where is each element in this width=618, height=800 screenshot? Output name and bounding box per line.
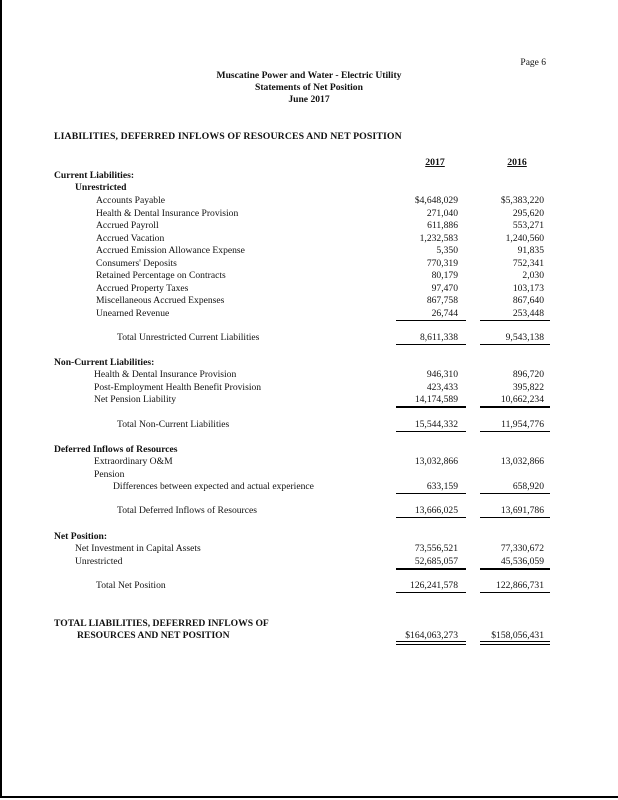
table-row [0, 208, 618, 221]
subtotal-rule [480, 568, 550, 570]
row-label: Post-Employment Health Benefit Provision [94, 381, 262, 393]
row-label: Consumers' Deposits [96, 257, 177, 269]
total-rule [396, 431, 466, 432]
total-rule [480, 344, 550, 345]
value-2016: 896,720 [512, 369, 544, 380]
total-2016: 9,543,138 [505, 332, 544, 343]
subtotal-rule [396, 320, 466, 321]
row-label: Accrued Payroll [96, 220, 159, 231]
column-header-2016: 2016 [507, 157, 527, 168]
total-label: Total Net Position [96, 580, 166, 591]
subtotal-rule [480, 493, 550, 494]
section-heading: LIABILITIES, DEFERRED INFLOWS OF RESOURCES AND NET POSITION [54, 131, 402, 142]
value-2017: 13,032,866 [414, 456, 458, 467]
value-2017: 80,179 [431, 270, 458, 281]
value-2017: 5,350 [436, 245, 458, 256]
value-2017: 271,040 [426, 207, 458, 219]
subtotal-rule [480, 406, 550, 408]
row-label: Accounts Payable [96, 195, 166, 206]
table-row [0, 469, 618, 482]
value-2017: 73,556,521 [414, 543, 458, 554]
row-label: Differences between expected and actual experience [113, 481, 314, 492]
total-2016: 122,866,731 [496, 580, 544, 591]
value-2016: 45,536,059 [500, 555, 544, 567]
value-2016: 658,920 [512, 481, 544, 492]
table-row [0, 543, 618, 556]
value-2016: 1,240,560 [505, 232, 544, 244]
value-2017: 14,174,589 [414, 394, 458, 405]
table-row [0, 556, 618, 569]
value-2017: 1,232,583 [419, 232, 458, 244]
row-label: Extraordinary O&M [94, 456, 173, 467]
row-label: Unrestricted [75, 555, 123, 567]
row-label: Unearned Revenue [96, 307, 170, 319]
row-label: Health & Dental Insurance Provision [94, 369, 237, 380]
row-label: Retained Percentage on Contracts [96, 270, 226, 281]
value-2016: 295,620 [512, 207, 544, 219]
total-2017: 15,544,332 [414, 419, 458, 430]
report-title: Muscatine Power and Water - Electric Utility [216, 70, 402, 81]
total-2017: 8,611,338 [419, 332, 458, 343]
row-label: Pension [94, 468, 125, 480]
value-2016: 2,030 [522, 270, 544, 281]
total-rule [480, 592, 550, 593]
table-row [0, 220, 618, 233]
table-row [0, 195, 618, 208]
total-2016: 11,954,776 [501, 419, 544, 430]
value-2017: 26,744 [431, 307, 458, 319]
grand-total-double-rule [480, 641, 550, 645]
table-row [0, 283, 618, 296]
value-2016: 91,835 [517, 245, 544, 256]
value-2016: 752,341 [512, 257, 544, 269]
total-label: Total Unrestricted Current Liabilities [117, 332, 260, 343]
table-row [0, 245, 618, 258]
current-liabilities-heading: Current Liabilities: [54, 170, 135, 181]
value-2016: 395,822 [512, 381, 544, 393]
value-2017: 633,159 [426, 481, 458, 492]
value-2017: 946,310 [426, 369, 458, 380]
table-row [0, 295, 618, 308]
value-2017: 52,685,057 [414, 555, 458, 567]
total-rule [480, 517, 550, 518]
grand-total-2016: $158,056,431 [491, 630, 544, 641]
table-row [0, 308, 618, 321]
table-row [0, 369, 618, 382]
total-rule [396, 592, 466, 593]
column-header-2017: 2017 [425, 157, 445, 168]
total-2016: 13,691,786 [500, 505, 544, 516]
grand-total-label-line2: RESOURCES AND NET POSITION [77, 630, 230, 641]
unrestricted-subheading: Unrestricted [75, 182, 127, 193]
value-2017: $4,648,029 [414, 195, 458, 206]
report-date: June 2017 [288, 94, 330, 105]
table-row [0, 382, 618, 395]
row-label: Accrued Vacation [96, 232, 165, 244]
row-label: Accrued Property Taxes [96, 282, 189, 294]
grand-total-label-line1: TOTAL LIABILITIES, DEFERRED INFLOWS OF [54, 618, 269, 629]
total-rule [396, 517, 466, 518]
noncurrent-liabilities-heading: Non-Current Liabilities: [54, 357, 155, 368]
page-number: Page 6 [520, 58, 546, 68]
value-2017: 97,470 [431, 282, 458, 294]
value-2016: $5,383,220 [500, 195, 544, 206]
page-bottom-edge [0, 796, 618, 798]
row-label: Net Pension Liability [94, 394, 177, 405]
value-2016: 10,662,234 [500, 394, 544, 405]
subtotal-rule [396, 406, 466, 408]
total-rule [480, 431, 550, 432]
deferred-inflows-heading: Deferred Inflows of Resources [54, 444, 178, 455]
value-2016: 553,271 [512, 220, 544, 231]
total-label: Total Deferred Inflows of Resources [117, 505, 257, 516]
value-2016: 103,173 [512, 282, 544, 294]
value-2016: 253,448 [512, 307, 544, 319]
row-label: Miscellaneous Accrued Expenses [96, 295, 225, 306]
report-subtitle: Statements of Net Position [255, 82, 363, 93]
value-2017: 611,886 [427, 220, 458, 231]
total-2017: 126,241,578 [410, 580, 458, 591]
value-2017: 770,319 [426, 257, 458, 269]
subtotal-rule [396, 493, 466, 494]
total-2017: 13,666,025 [414, 505, 458, 516]
value-2016: 867,640 [512, 295, 544, 306]
table-row [0, 258, 618, 271]
table-row [0, 233, 618, 246]
subtotal-rule [396, 568, 466, 570]
value-2016: 77,330,672 [500, 543, 544, 554]
grand-total-2017: $164,063,273 [405, 630, 458, 641]
total-label: Total Non-Current Liabilities [117, 419, 230, 430]
net-position-heading: Net Position: [54, 531, 108, 542]
table-row [0, 456, 618, 469]
grand-total-double-rule [396, 641, 466, 645]
total-rule [396, 344, 466, 345]
row-label: Health & Dental Insurance Provision [96, 207, 239, 219]
table-row [0, 270, 618, 283]
value-2017: 867,758 [426, 295, 458, 306]
row-label: Accrued Emission Allowance Expense [96, 245, 245, 256]
row-label: Net Investment in Capital Assets [75, 543, 201, 554]
value-2016: 13,032,866 [500, 456, 544, 467]
subtotal-rule [480, 320, 550, 321]
value-2017: 423,433 [426, 381, 458, 393]
